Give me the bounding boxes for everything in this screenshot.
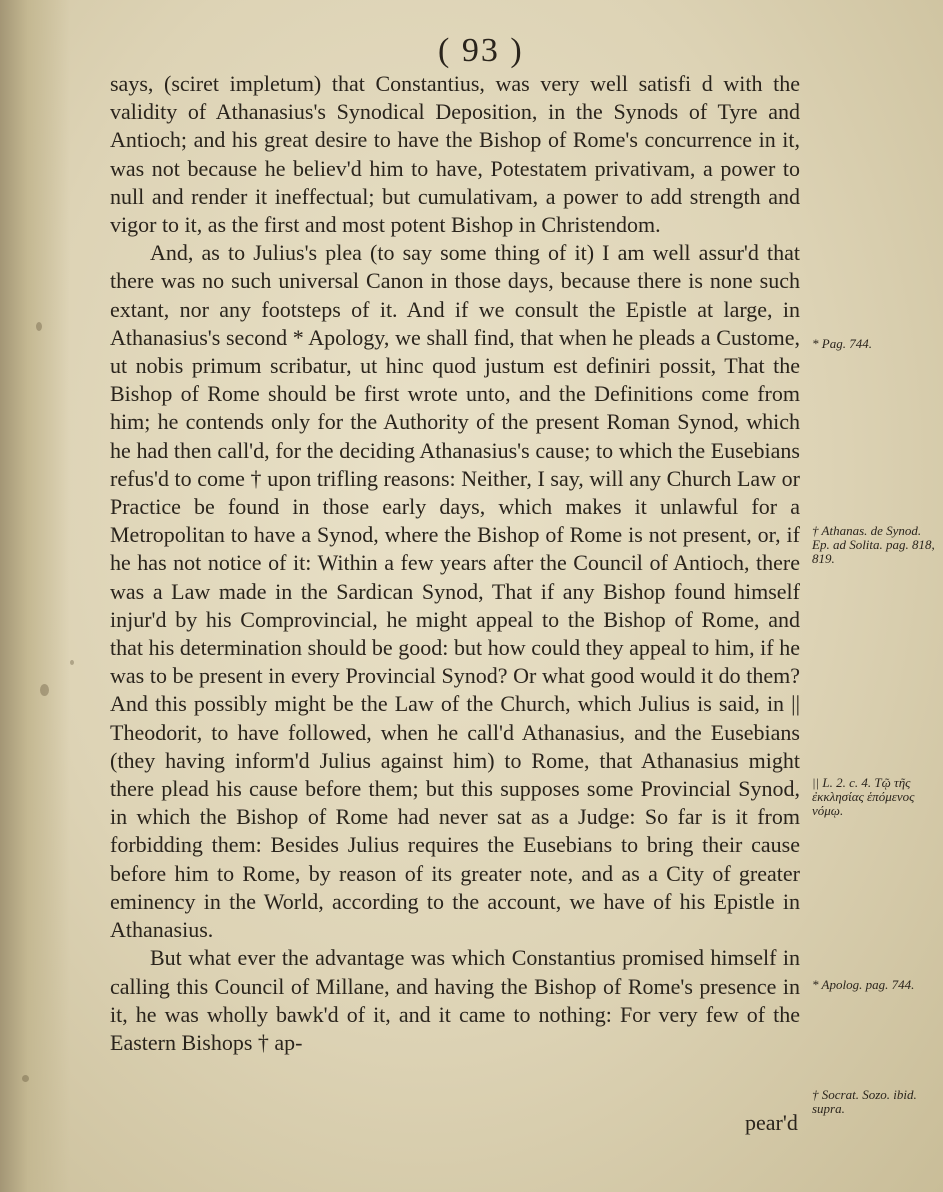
paragraph-3: But what ever the advantage was which Constantius promised himself in calling this Council of Millane, and having the Bishop of Rome's presence in it, he was wholly bawk'd of it, and it came to nothing: For very few of the Eastern Bishops † ap-: [110, 945, 800, 1055]
page-number: ( 93 ): [438, 32, 524, 69]
body-text: [110, 70, 800, 1057]
paragraph-1: says, (sciret impletum) that Constantius, was very well satisfi d with the validity of Athanasius's Synodical Deposition, in the Synods of Tyre and Antioch; and his great desire to have the Bishop of Rome's concurrence in it, was not because he believ'd him to have, Potestatem privativam, a power to null and render it ineffectual; but cumulativam, a power to add strength and vigor to it, as the first and most potent Bishop in Christendom.: [110, 71, 800, 238]
margin-note-apology: * Pag. 744.: [812, 336, 872, 351]
margin-note-socrat: † Socrat. Sozo. ibid. supra.: [812, 1087, 917, 1116]
margin-note-apolog: * Apolog. pag. 744.: [812, 977, 915, 992]
paragraph-2: And, as to Julius's plea (to say some thing of it) I am well assur'd that there was no such universal Canon in those days, because there is none such extant, nor any footsteps of it. And if we consult the Epistle at large, in Athanasius's second * Apology, we shall find, that when he pleads a Custome, ut nobis primum scribatur, ut hinc quod justum est definiri possit, That the Bishop of Rome should be first wrote unto, and the Definitions come from him; he contends only for the Authority of the present Roman Synod, which he had then call'd, for the deciding Athanasius's cause; to which the Eusebians refus'd to come † upon trifling reasons: Neither, I say, will any Church Law or Practice be found in those early days, which makes it unlawful for a Metropolitan to have a Synod, where the Bishop of Rome is not present, or, if he has not notice of it: Within a few years after the Council of Antioch, there was a Law made in the Sardican Synod, That if any Bishop found himself injur'd by his Comprovincial, he might appeal to the Bishop of Rome, and that his determination should be good: but how could they appeal to him, if he was to be present in every Provincial Synod? Or what good would it do them? And this possibly might be the Law of the Church, which Julius is said, in || Theodorit, to have followed, when he call'd Athanasius, and the Eusebians (they having inform'd Julius against him) to Rome, that Athanasius might there plead his cause before them; but this supposes some Provincial Synod, in which the Bishop of Rome had never sat as a Judge: So far is it from forbidding them: Besides Julius requires the Eusebians to bring their cause before him to Rome, by reason of its greater note, and as a City of greater eminency in the World, according to the account, we have of his Epistle in Athanasius.: [110, 240, 800, 943]
page-gutter-shadow: [0, 0, 70, 1192]
margin-note-theodorit: || L. 2. c. 4. Τῷ τῆς ἐκκλησίας ἑπόμενος νόμῳ.: [812, 775, 915, 818]
margin-note-athanas: † Athanas. de Synod. Ep. ad Solita. pag. 818, 819.: [812, 523, 935, 566]
catchword: pear'd: [745, 1110, 798, 1135]
